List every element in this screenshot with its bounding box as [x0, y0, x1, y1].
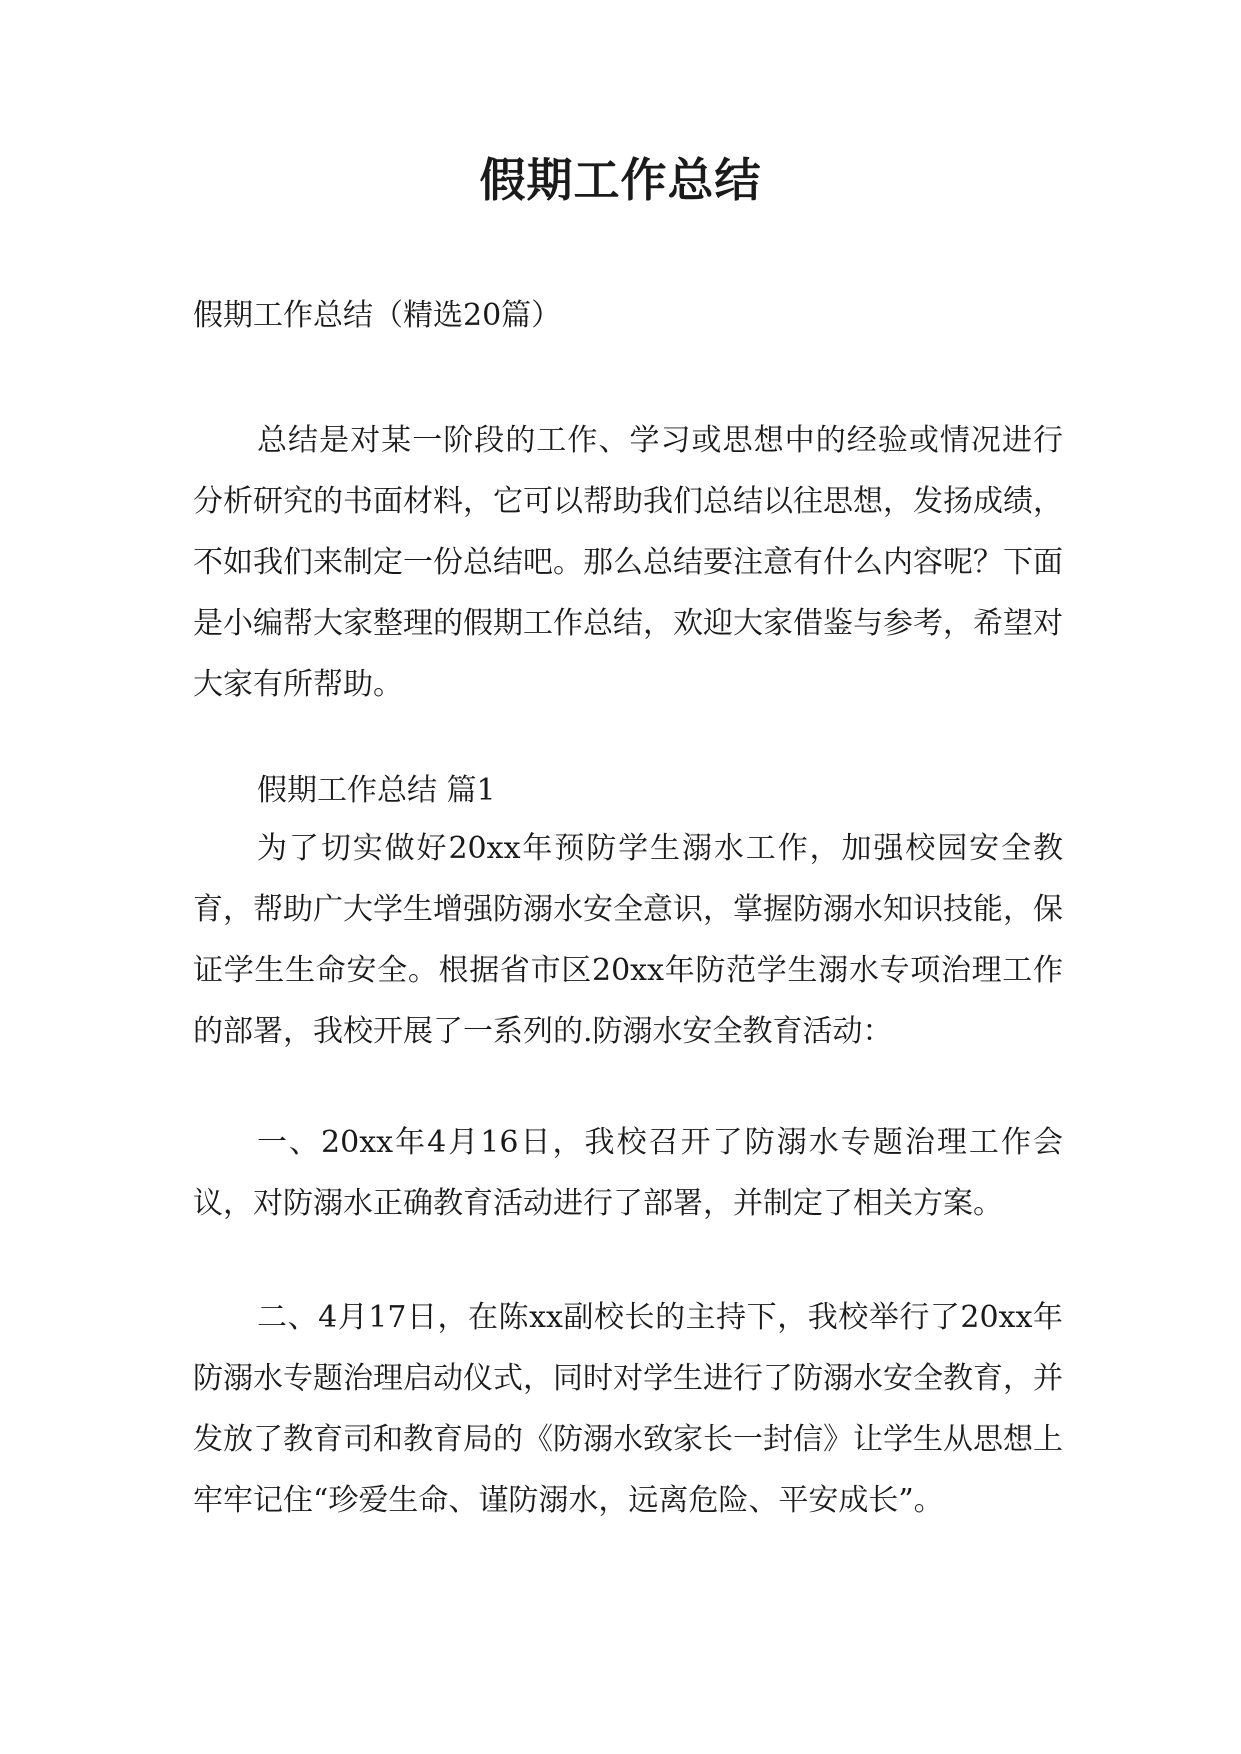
body-paragraph: 为了切实做好20xx年预防学生溺水工作，加强校园安全教育，帮助广大学生增强防溺水安全意识，掌握防溺水知识技能，保证学生生命安全。根据省市区20xx年防范学生溺水专项治理工作的部署，我校开展了一系列的.防溺水安全教育活动： [193, 831, 1063, 1049]
document-title: 假期工作总结 [479, 153, 762, 207]
body-paragraph: 一、20xx年4月16日，我校召开了防溺水专题治理工作会议，对防溺水正确教育活动进行了部署，并制定了相关方案。 [193, 1125, 1063, 1221]
body-paragraph: 二、4月17日，在陈xx副校长的主持下，我校举行了20xx年防溺水专题治理启动仪式，同时对学生进行了防溺水安全教育，并发放了教育司和教育局的《防溺水致家长一封信》让学生从思想上牢牢记住“珍爱生命、谨防溺水，远离危险、平安成长”。 [193, 1300, 1063, 1518]
intro-paragraph: 总结是对某一阶段的工作、学习或思想中的经验或情况进行分析研究的书面材料，它可以帮助我们总结以往思想，发扬成绩，不如我们来制定一份总结吧。那么总结要注意有什么内容呢？下面是小编帮大家整理的假期工作总结，欢迎大家借鉴与参考，希望对大家有所帮助。 [193, 423, 1063, 702]
document-subtitle: 假期工作总结（精选20篇） [193, 298, 562, 333]
section-heading: 假期工作总结 篇1 [257, 773, 496, 808]
